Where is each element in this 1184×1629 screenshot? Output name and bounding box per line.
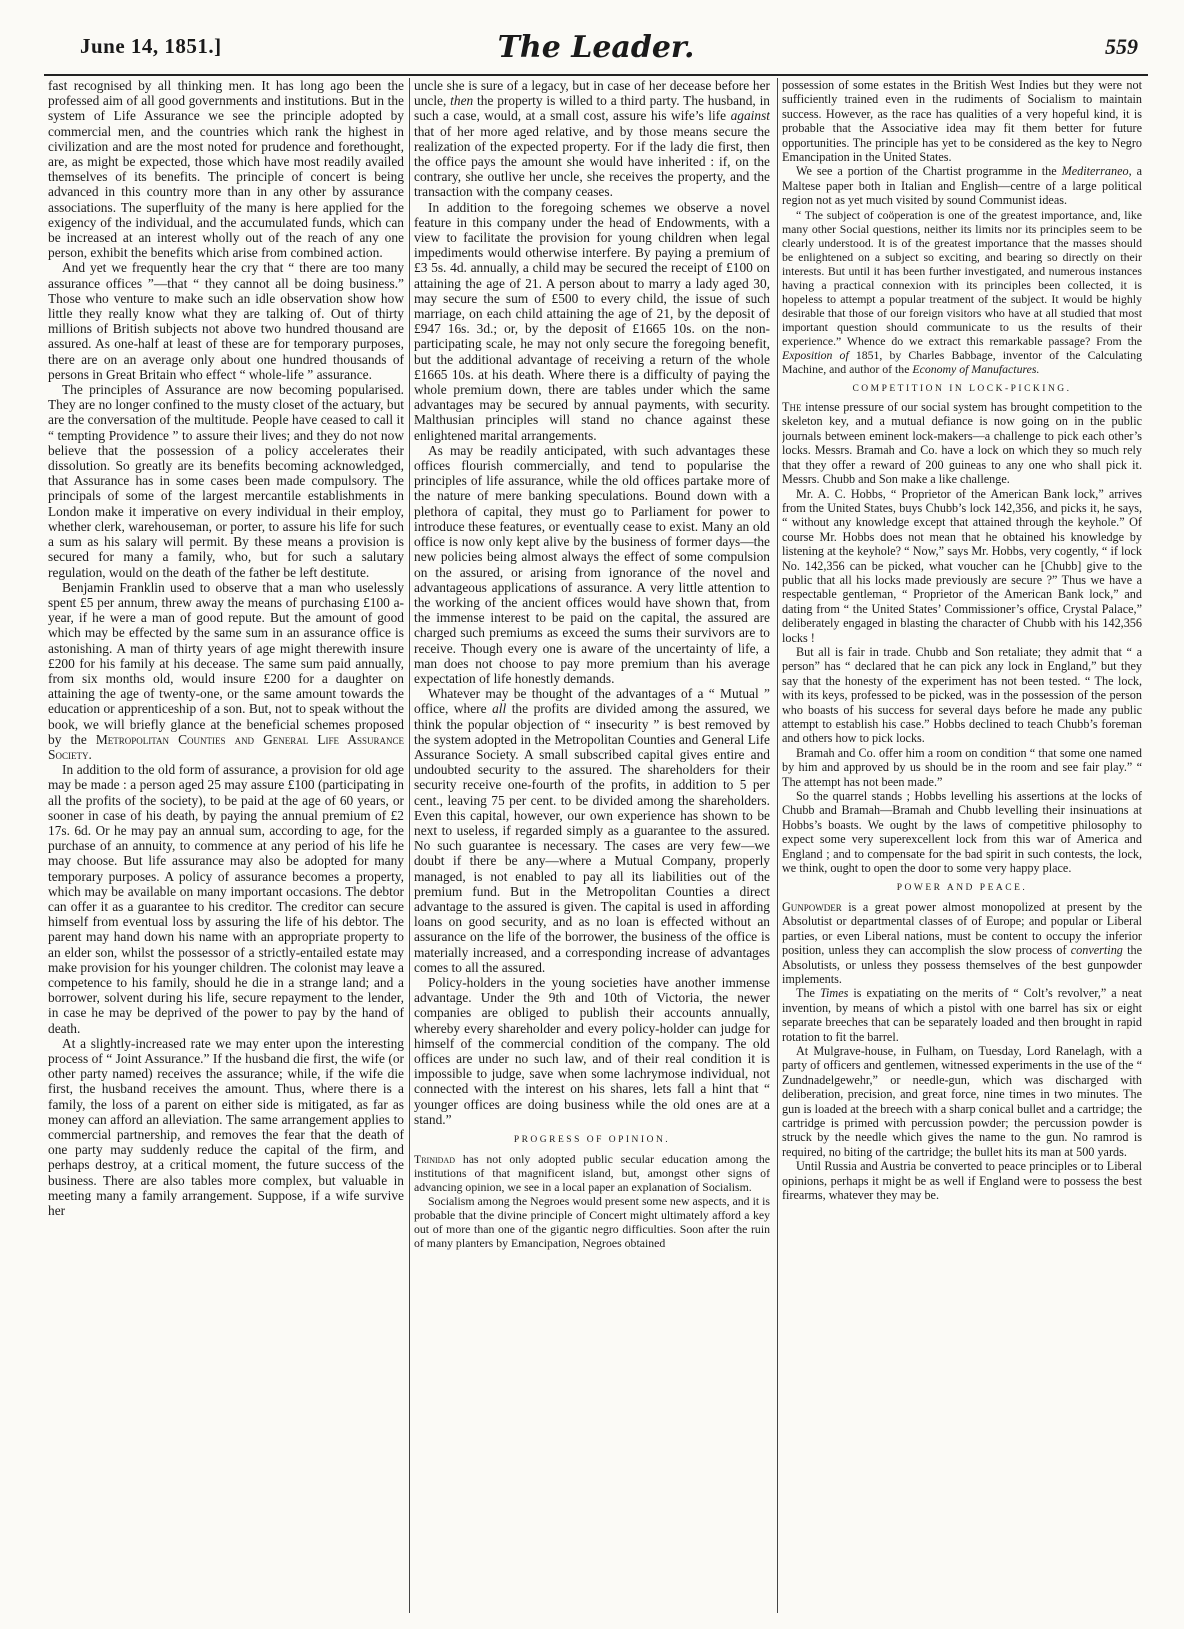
paragraph: Bramah and Co. offer him a room on condition “ that some one named by him and approved by us should be in the room and see fair play.” “ The attempt has not been made.”	[782, 745, 1142, 789]
paragraph	[782, 900, 1142, 986]
italic-text: Mediterraneo	[1061, 164, 1129, 179]
newspaper-title: The Leader.	[497, 30, 695, 65]
italic-text: Times	[819, 986, 849, 1001]
paragraph: At Mulgrave-house, in Fulham, on Tuesday, Lord Ranelagh, with a party of officers and gentlemen, witnessed experiments in the use of the “ Zundnadelgewehr,” or needle-gun, which was discharged with deliberation, precision, and great force, nine times in two minutes. The gun is loaded at the breech with a sharp conical bullet and a cartridge; the cartridge is primed with percussion powder; the percussion powder is struck by the needle which gives the name to the gun. No ramrod is required, no biting of the cartridge; the bullet hits its man at 500 yards.	[782, 1043, 1142, 1159]
column-1	[48, 78, 404, 1613]
paragraph: In addition to the foregoing schemes we observe a novel feature in this company under the head of Endowments, with a view to facilitate the provision for young children when legal impediments would otherwise interfere. By paying a premium of £3 5s. 4d. annually, a child may be secured the receipt of £100 on attaining the age of 21. A person about to marry a lady aged 30, may secure the sum of £500 to every child, the issue of such marriage, on each child attaining the age of 21, by the deposit of £947 16s. 3d.; or, by the deposit of £1665 10s. on the non-participating scale, he may not only secure the foregoing benefit, but the additional advantage of receiving a return of the whole £1665 10s. at his death. Where there is a difficulty of paying the whole premium down, there are tables under which the same advantages may be secured by annual payments, with security. Malthusian principles will stand no chance against these enlightened marital arrangements.	[414, 199, 770, 443]
paragraph	[782, 986, 1142, 1044]
paragraph	[414, 78, 770, 200]
text-run: 1851, by Charles Babbage, inventor of the Calculating Machine, and author of the	[782, 347, 1142, 376]
paragraph: And yet we frequently hear the cry that “ there are too many assurance offices ”—that “ they cannot all be doing business.” Those who venture to make such an idle observation show how little they really know what they are talking of. Out of thirty millions of British subjects not above two hundred thousand are assured. As one-half at least of these are for temporary purposes, there are on an average only about one hundred thousands of persons in Great Britain who effect “ whole-life ” assurance.	[48, 260, 404, 382]
text-run: has not only adopted public secular education among the institutions of that magnificent island, but, amongst other signs of advancing opinion, we see in a local paper an explanation of Socialism.	[414, 1152, 770, 1195]
lead-word: Trinidad	[414, 1152, 455, 1167]
text-run: is a great power almost monopolized at present by the Absolutist or departmental classes of of Europe; and popular or Liberal parties, or even Liberal nations, must be content to occupy the inferior position, unless they can accomplish the slow process of	[782, 899, 1142, 958]
column-divider	[409, 78, 410, 1613]
page-number: 559	[1105, 34, 1138, 59]
issue-date: June 14, 1851.]	[80, 34, 222, 58]
paragraph: But all is fair in trade. Chubb and Son retaliate; they admit that “ a person” has “ declared that he can pick any lock in England,” but they say that the honesty of the experiment has not been tested. “ The lock, with its keys, professed to be picked, was in the possession of the person who boasts of his success for several days before he made any public attempt to establish his case.” Hobbs declined to teach Chubb’s foreman and others how to pick locks.	[782, 644, 1142, 746]
italic-text: against	[730, 108, 770, 124]
text-run: that of her more aged relative, and by those means secure the realization of the expected property. For if the lady die first, then the office pays the amount she would have inherited : if, on the contrary, she outlive her uncle, she receives the property, and the transaction with the company ceases.	[414, 123, 770, 200]
paragraph: So the quarrel stands ; Hobbs levelling his assertions at the locks of Chubb and Bramah—Bramah and Chubb levelling their insinuations at Hobbs’s boasts. We ought by the laws of competitive philosophy to expect some very superexcellent lock from this war of America and England ; and to compensate for the bad spirit in such contests, the lock, we think, ought to open the door to some very happy place.	[782, 789, 1142, 876]
text-run: Whatever may be thought of the advantages of a “ Mutual ” office, where	[414, 686, 770, 717]
paragraph: Policy-holders in the young societies have another immense advantage. Under the 9th and 10th of Victoria, the newer companies are obliged to publish their accounts annually, whereby every shareholder and every policy-holder can judge for himself of the commercial condition of the company. The old offices are under no such law, and of their real condition it is impossible to judge, save when some lachrymose individual, not connected with the interest on his shares, lets fall a hint that “ younger offices are doing business while the old ones are at a stand.”	[414, 974, 770, 1127]
text-run: is expatiating on the merits of “ Colt’s revolver,” a neat invention, by means of which a pistol with one barrel has six or eight separate breeches that can be separately loaded and then brought in rapid rotation to fit the barrel.	[782, 986, 1142, 1044]
paragraph: Mr. A. C. Hobbs, “ Proprietor of the American Bank lock,” arrives from the United States, buys Chubb’s lock 142,356, and picks it, he says, “ without any knowledge except that attained through the keyhole.” Of course Mr. Hobbs does not mean that he obtained his knowledge by listening at the keyhole? “ Now,” says Mr. Hobbs, very cogently, “ if lock No. 142,356 can be picked, what voucher can he [Chubb] give to the public that all his locks made previously are secure ?” Thus we have a respectable gentleman, “ Proprietor of the American Bank lock,” and dating from “ the United States’ Commissioner’s office, Crystal Palace,” deliberately engaged in blasting the character of Chubb with his 142,356 locks !	[782, 486, 1142, 645]
paragraph: fast recognised by all thinking men. It has long ago been the professed aim of all good governments and institutions. But in the system of Life Assurance we see the principle adopted by commercial men, and the countries which rank the highest in civilization and are the most noted for prudence and forethought, are, as might be expected, those which have most readily availed themselves of its benefits. The principle of concert is being advanced in this country more than in any other by assurance associations. The superfluity of the many is here applied for the exigency of the individual, and the accumulated funds, which can be increased at an interest wholly out of the reach of any one person, exhibit the benefits which arise from combined action.	[48, 78, 404, 261]
column-3	[782, 78, 1142, 1613]
text-run: , a Maltese paper both in Italian and English—centre of a large political region not as yet much visited by sound Communist ideas.	[782, 164, 1142, 208]
lead-word: The	[782, 400, 802, 415]
paragraph	[782, 400, 1142, 486]
paragraph	[414, 686, 770, 975]
paragraph	[48, 580, 404, 762]
italic-text: all	[492, 701, 507, 717]
column-2	[414, 78, 770, 1613]
italic-text: then	[450, 93, 474, 109]
paragraph: In addition to the old form of assurance, a provision for old age may be made : a person aged 25 may assure £100 (participating in all the profits of the society), to be paid at the age of 60 years, or sooner in case of his death, by paying the annual premium of £2 17s. 6d. Or he may pay an annual sum, according to age, for the purchase of an annuity, to commence at any period of his life he may choose. But life assurance may also be adopted for many temporary purposes. A policy of assurance becomes a property, which may be available on many important occasions. The debtor can offer it as a guarantee to his creditor. The creditor can secure himself from eventual loss by assuring the life of his debtor. The parent may hand down his name with an appropriate property to an elder son, whilst the possessor of a strictly-entailed estate may make provision for his younger children. The colonist may leave a competence to his family, should he die in a strange land; and a borrower, solvent during his life, secure repayment to the lender, in case he may be deprived of the power to pay by the hand of death.	[48, 762, 404, 1036]
section-heading: PROGRESS OF OPINION.	[513, 1135, 671, 1146]
text-run: “ The subject of coöperation is one of the greatest importance, and, like many other Social questions, neither its limits nor its principles seem to be clearly understood. It is of the greatest importance that the masses should be enlightened on a subject so exciting, and bearing so directly on their interests. But until it has been further investigated, and numerous instances having a practical connexion with its principles been collected, it is hopeless to attempt a popular treatment of the subject. It would be highly desirable that those of our foreign visitors who have at all studied that most important question should communicate to us the results of their experience.” Whence do we extract this remarkable passage? From the	[782, 207, 1142, 348]
paragraph	[414, 1152, 770, 1194]
paragraph: At a slightly-increased rate we may enter upon the interesting process of “ Joint Assurance.” If the husband die first, the wife (or other party named) receives the assurance; while, if the wife die first, the husband receives the amount. Thus, where there is a family, the loss of a parent on either side is mitigated, as far as money can afford an alleviation. The same arrangement applies to commercial partnership, and removes the fear that the death of one party may suddenly reduce the capital of the firm, and perhaps destroy, at a critical moment, the future success of the business. There are also tables more complex, but valuable in meeting many a family arrangement. Suppose, if a wife survive her	[48, 1035, 404, 1219]
section-heading: COMPETITION IN LOCK-PICKING.	[852, 383, 1072, 394]
paragraph	[782, 164, 1142, 207]
italic-text: Exposition of	[782, 347, 849, 362]
masthead	[44, 30, 1148, 76]
society-name: Metropolitan Counties and General Life Assurance Society.	[48, 731, 404, 762]
italic-text: Economy of Manufactures.	[912, 361, 1040, 376]
italic-text: converting	[1070, 943, 1123, 958]
text-run: the property is willed to a third party. The husband, in such a case, would, at a small cost, assure his wife’s life	[414, 93, 770, 124]
paragraph: Socialism among the Negroes would present some new aspects, and it is probable that the divine principle of Concert might ultimately afford a key out of more than one of the gigantic negro difficulties. Soon after the ruin of many planters by Emancipation, Negroes obtained	[414, 1194, 770, 1251]
text-run: the Absolutists, or unless they possess themselves of the best gunpowder implements.	[782, 943, 1142, 986]
column-divider	[777, 78, 778, 1613]
section-heading: POWER AND PEACE.	[896, 883, 1028, 894]
text-run: We see a portion of the Chartist programme in the	[796, 164, 1062, 179]
paragraph: As may be readily anticipated, with such advantages these offices flourish commercially, and tend to popularise the principles of life assurance, while the old offices partake more of the nature of mere banking speculations. Bound down with a plethora of capital, they must go to Parliament for power to introduce these features, or eventually cease to exist. Many an old office is now only kept alive by the business of former days—the new policies being almost always the effect of some compulsion on the assured, or arising from ignorance of the novel and advantageous applications of assurance. A very little attention to the working of the ancient offices would have shown that, from the immense interest to be paid on the capital, the assured are charged such premiums as exceed the sums their survivors are to receive. Though every one is aware of the uncertainty of life, a man does not choose to pay more premium than his average expectation of life honestly demands.	[414, 442, 770, 686]
text-run: uncle she is sure of a legacy, but in case of her decease before her uncle,	[414, 78, 770, 109]
paragraph: The principles of Assurance are now becoming popularised. They are no longer confined to the musty closet of the actuary, but are the conversation of the multitude. People have ceased to call it “ tempting Providence ” to assure their lives; and they do not now believe that the possession of a policy accelerates their dissolution. So greatly are its benefits becoming acknowledged, that Assurance has in some cases been made compulsory. The principals of some of the largest mercantile establishments in London make it imperative on every individual in their employ, whether clerk, warehouseman, or porter, to assure his life for such a sum as his salary will permit. By these means a provision is secured for many a family, who, but for such a salutary regulation, would on the death of the father be left destitute.	[48, 382, 404, 580]
text-run: intense pressure of our social system has brought competition to the skeleton key, and a mutual defiance is now going on in the public journals between eminent lock-makers—a challenge to pick each other’s locks. Messrs. Bramah and Co. have a lock on which they so much rely that they offer a reward of 200 guineas to any one who shall pick it. Messrs. Chubb and Son make a like challenge.	[782, 400, 1142, 487]
text-run: Benjamin Franklin used to observe that a man who uselessly spent £5 per annum, threw away the means of purchasing £100 a-year, if he were a man of good repute. But the amount of good which may be effected by the same sum in an assurance office is astonishing. A man of thirty years of age might therewith insure £200 for his family at his decease. The same sum paid annually, from six months old, would insure £200 for a daughter on attaining the age of twenty-one, or the same amount towards the education or apprenticeship of a son. But, not to speak without the book, we will briefly glance at the beneficial schemes proposed by the	[48, 579, 404, 747]
text-run: The	[796, 986, 820, 1001]
lead-word: Gunpowder	[782, 899, 842, 914]
paragraph: Until Russia and Austria be converted to peace principles or to Liberal opinions, perhaps it might be as well if England were to possess the best firearms, whatever they may be.	[782, 1159, 1142, 1202]
paragraph: possession of some estates in the British West Indies but they were not sufficiently trained even in the rudiments of Socialism to maintain success. However, as the race has qualities of a very hopeful kind, it is probable that the Associative idea may fit them better for future opportunities. The principle has yet to be considered as the key to Negro Emancipation in the United States.	[782, 78, 1142, 165]
text-run: the profits are divided among the assured, we think the popular objection of “ insecurity ” is best removed by the system adopted in the Metropolitan Counties and General Life Assurance Society. A small subscribed capital gives entire and undoubted security to the assured. The shareholders for their security receive one-fourth of the profits, in addition to 5 per cent., leaving 75 per cent. to be divided among the shareholders. Even this capital, however, our own experience has shown to be next to useless, if regarded simply as a guarantee to the assured. No such guarantee is necessary. The cases are very few—we doubt if there be any—where a Mutual Company, properly managed, is not enabled to pay all its liabilities out of the premium fund. But in the Metropolitan Counties a direct advantage to the assured is given. The capital is used in affording loans on good security, and as no loan is effected without an assurance on the life of the borrower, the business of the office is materially increased, and a corresponding increase of advantages comes to all the assured.	[414, 701, 770, 975]
quoted-passage	[782, 208, 1142, 376]
header-rule	[44, 74, 1148, 76]
